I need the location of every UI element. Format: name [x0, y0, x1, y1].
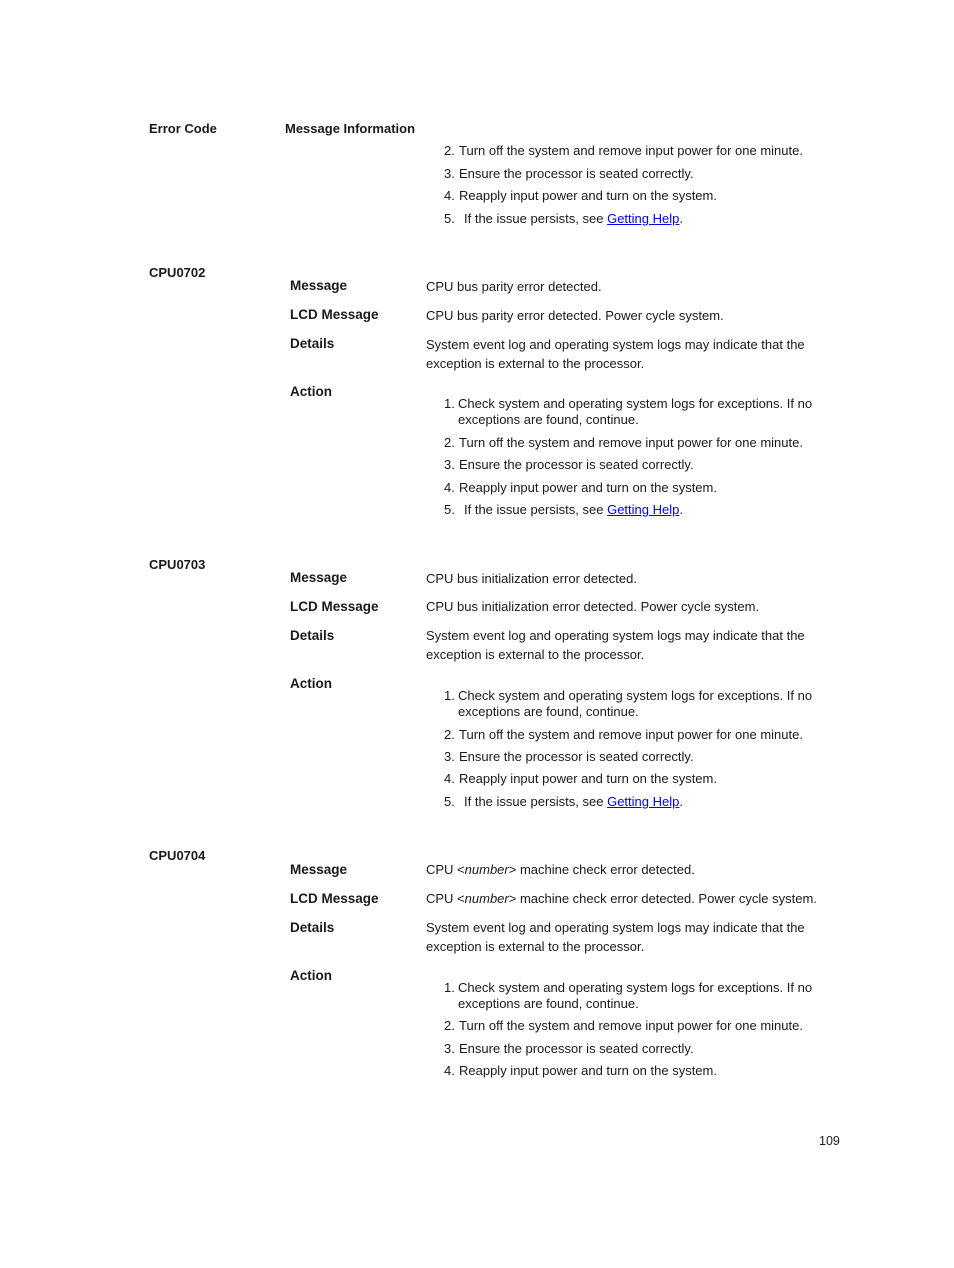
error-code: CPU0702: [149, 265, 206, 280]
message-text: CPU <number> machine check error detected.: [426, 862, 695, 877]
label-action: Action: [290, 968, 332, 983]
message-text: CPU bus parity error detected.: [426, 279, 602, 294]
list-item: 2. Turn off the system and remove input power for one minute.: [444, 435, 803, 450]
label-action: Action: [290, 676, 332, 691]
page-number: 109: [819, 1134, 840, 1148]
lcd-message-text: CPU bus parity error detected. Power cycle system.: [426, 308, 724, 323]
list-item: 2. Turn off the system and remove input power for one minute.: [444, 1018, 803, 1033]
error-code: CPU0703: [149, 557, 206, 572]
label-lcd-message: LCD Message: [290, 891, 379, 906]
details-text: System event log and operating system logs may indicate that the exception is external to the processor.: [426, 628, 805, 662]
label-lcd-message: LCD Message: [290, 599, 379, 614]
label-message: Message: [290, 278, 348, 293]
list-item: 1. Check system and operating system logs for exceptions. If no exceptions are found, continue.: [444, 980, 813, 1011]
list-item: 4. Reapply input power and turn on the system.: [444, 188, 717, 203]
error-code: CPU0704: [149, 848, 206, 863]
list-item: 1. Check system and operating system logs for exceptions. If no exceptions are found, continue.: [444, 688, 813, 719]
list-item: 3. Ensure the processor is seated correctly.: [444, 166, 694, 181]
details-text: System event log and operating system logs may indicate that the exception is external to the processor.: [426, 337, 805, 371]
list-item: 2. Turn off the system and remove input power for one minute.: [444, 143, 803, 158]
list-item: 4. Reapply input power and turn on the system.: [444, 1063, 717, 1078]
list-item: 5. If the issue persists, see Getting Help.: [444, 211, 683, 226]
list-item: 5. If the issue persists, see Getting Help.: [444, 794, 683, 809]
label-details: Details: [290, 336, 335, 351]
list-item: 1. Check system and operating system logs for exceptions. If no exceptions are found, continue.: [444, 396, 813, 427]
lcd-message-text: CPU bus initialization error detected. Power cycle system.: [426, 599, 760, 614]
header-message-information: Message Information: [285, 121, 416, 136]
label-action: Action: [290, 384, 332, 399]
message-text: CPU bus initialization error detected.: [426, 571, 637, 586]
list-item: 5. If the issue persists, see Getting Help.: [444, 502, 683, 517]
list-item: 4. Reapply input power and turn on the system.: [444, 480, 717, 495]
list-item: 3. Ensure the processor is seated correctly.: [444, 749, 694, 764]
label-details: Details: [290, 628, 335, 643]
label-lcd-message: LCD Message: [290, 307, 379, 322]
header-error-code: Error Code: [149, 121, 217, 136]
label-details: Details: [290, 920, 335, 935]
list-item: 4. Reapply input power and turn on the system.: [444, 771, 717, 786]
list-item: 2. Turn off the system and remove input power for one minute.: [444, 727, 803, 742]
details-text: System event log and operating system logs may indicate that the exception is external to the processor.: [426, 920, 805, 954]
list-item: 3. Ensure the processor is seated correctly.: [444, 1041, 694, 1056]
getting-help-link[interactable]: Getting Help: [607, 794, 680, 809]
getting-help-link[interactable]: Getting Help: [607, 502, 680, 517]
label-message: Message: [290, 570, 348, 585]
label-message: Message: [290, 862, 348, 877]
lcd-message-text: CPU <number> machine check error detected. Power cycle system.: [426, 891, 817, 906]
list-item: 3. Ensure the processor is seated correctly.: [444, 457, 694, 472]
getting-help-link[interactable]: Getting Help: [607, 211, 680, 226]
